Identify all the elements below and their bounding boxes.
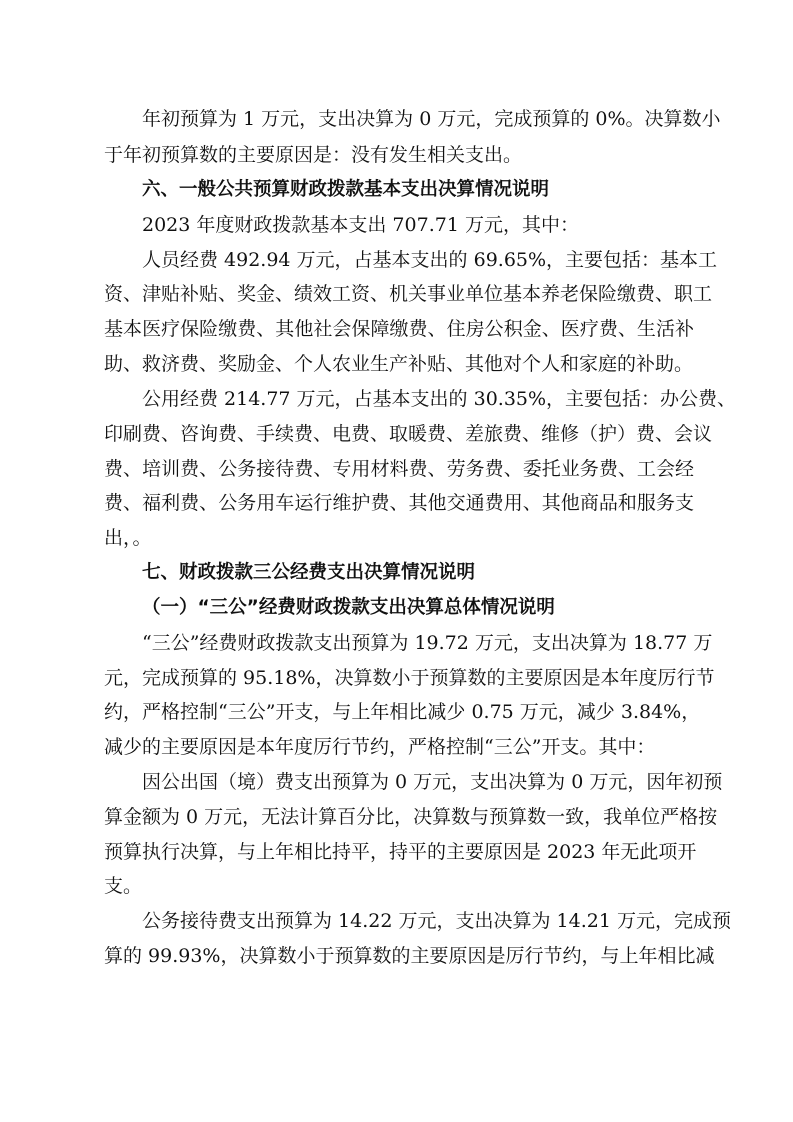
paragraph-line: 支。 (104, 875, 143, 897)
paragraph-line: 出，。 (104, 527, 152, 549)
paragraph-line: 费、福利费、公务用车运行维护费、其他交通费用、其他商品和服务支 (104, 492, 694, 514)
paragraph-line: 元，完成预算的 95.18%，决算数小于预算数的主要原因是本年度厉行节 (104, 667, 715, 689)
section-heading: 六、一般公共预算财政拨款基本支出决算情况说明 (142, 179, 550, 200)
paragraph-line: 2023 年度财政拨款基本支出 707.71 万元，其中： (142, 214, 579, 236)
paragraph-line: 公务接待费支出预算为 14.22 万元，支出决算为 14.21 万元，完成预 (142, 910, 731, 932)
paragraph-line: 人员经费 492.94 万元，占基本支出的 69.65%，主要包括：基本工 (142, 249, 718, 271)
paragraph-line: “三公”经费财政拨款支出预算为 19.72 万元，支出决算为 18.77 万 (142, 632, 713, 654)
paragraph-line: 约，严格控制“三公”开支，与上年相比减少 0.75 万元，减少 3.84%， (104, 701, 701, 723)
section-heading: 七、财政拨款三公经费支出决算情况说明 (142, 562, 476, 583)
paragraph-line: 算的 99.93%，决算数小于预算数的主要原因是厉行节约，与上年相比减 (104, 945, 715, 967)
paragraph-line: 算金额为 0 万元，无法计算百分比，决算数与预算数一致，我单位严格按 (104, 806, 718, 828)
paragraph-line: 因公出国（境）费支出预算为 0 万元，支出决算为 0 万元，因年初预 (142, 771, 723, 793)
subsection-heading: （一）“三公”经费财政拨款支出决算总体情况说明 (142, 597, 555, 618)
paragraph-line: 印刷费、咨询费、手续费、电费、取暖费、差旅费、维修（护）费、会议 (104, 423, 713, 445)
paragraph-line: 公用经费 214.77 万元，占基本支出的 30.35%，主要包括：办公费、 (142, 388, 737, 410)
paragraph-line: 预算执行决算，与上年相比持平，持平的主要原因是 2023 年无此项开 (104, 841, 697, 863)
paragraph-line: 资、津贴补贴、奖金、绩效工资、机关事业单位基本养老保险缴费、职工 (104, 283, 713, 305)
paragraph-line: 费、培训费、公务接待费、专用材料费、劳务费、委托业务费、工会经 (104, 458, 694, 480)
paragraph-line: 于年初预算数的主要原因是：没有发生相关支出。 (104, 144, 523, 166)
paragraph-line: 基本医疗保险缴费、其他社会保障缴费、住房公积金、医疗费、生活补 (104, 318, 694, 340)
paragraph-line: 年初预算为 1 万元，支出决算为 0 万元，完成预算的 0%。决算数小 (142, 108, 721, 130)
paragraph-line: 助、救济费、奖励金、个人农业生产补贴、其他对个人和家庭的补助。 (104, 353, 694, 375)
paragraph-line: 减少的主要原因是本年度厉行节约，严格控制“三公”开支。其中： (104, 736, 656, 758)
